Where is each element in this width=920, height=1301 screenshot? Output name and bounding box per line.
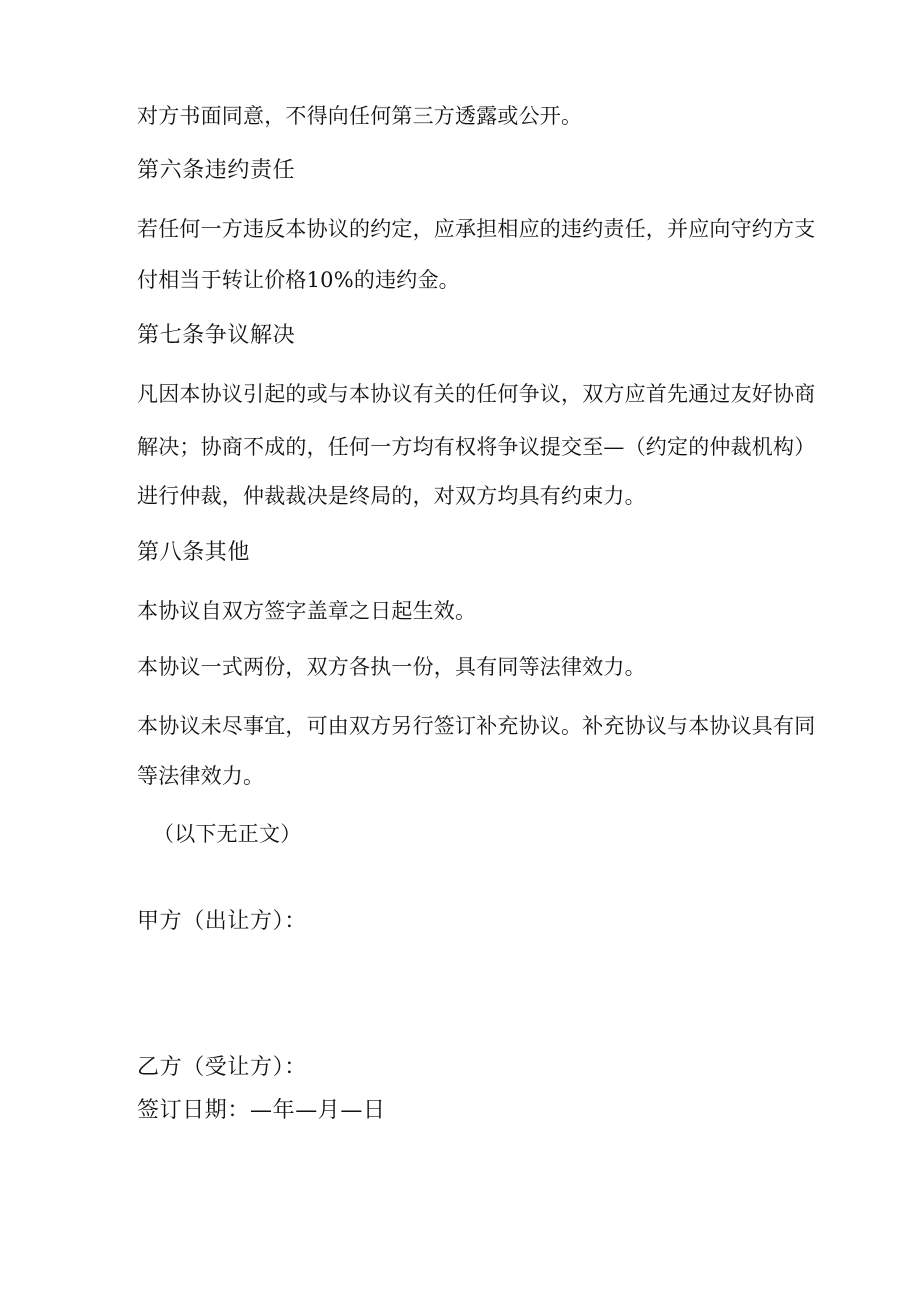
text-line: 等法律效力。 (137, 764, 265, 788)
section-heading-breach: 第六条违约责任 (137, 158, 296, 183)
text-line: 若任何一方违反本协议的约定，应承担相应的违约责任，并应向守约方支 (137, 217, 816, 241)
text-line: 本协议未尽事宜，可由双方另行签订补充协议。补充协议与本协议具有同 (137, 714, 816, 738)
party-a-label: 甲方（出让方）： (137, 909, 307, 934)
no-further-text-note: （以下无正文） (153, 822, 302, 846)
text-line: 凡因本协议引起的或与本协议有关的任何争议，双方应首先通过友好协商 (137, 382, 816, 406)
text-line: 本协议一式两份，双方各执一份，具有同等法律效力。 (137, 655, 646, 679)
section-heading-other: 第八条其他 (137, 540, 251, 565)
text-line: 本协议自双方签字盖章之日起生效。 (137, 599, 477, 623)
party-b-label: 乙方（受让方）： (137, 1055, 307, 1080)
text-line: 对方书面同意，不得向任何第三方透露或公开。 (137, 104, 583, 128)
text-line: 付相当于转让价格10%的违约金。 (137, 268, 460, 292)
text-line: 进行仲裁，仲裁裁决是终局的，对双方均具有约束力。 (137, 484, 646, 508)
signing-date-label: 签订日期：—年—月—日 (137, 1098, 386, 1123)
section-heading-dispute: 第七条争议解决 (137, 323, 296, 348)
text-line: 解决；协商不成的，任何一方均有权将争议提交至—（约定的仲裁机构） (137, 435, 816, 459)
